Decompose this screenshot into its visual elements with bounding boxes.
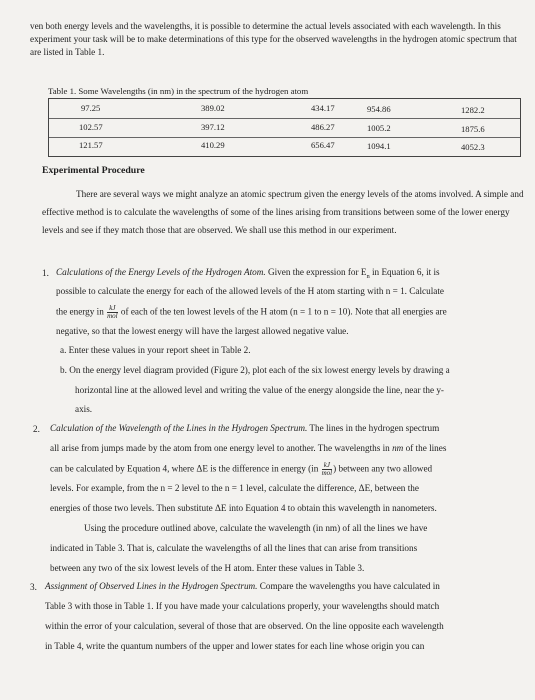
text: can be calculated by Equation 4, where ΔE is the difference in energy (in (50, 463, 321, 474)
unit: nm (392, 443, 404, 453)
item-1-line-1 (56, 266, 440, 283)
subscript: n (366, 272, 370, 280)
table-cell: 4052.3 (461, 142, 485, 152)
fraction-numerator: kJ (322, 462, 333, 470)
item-1a: a. Enter these values in your report sheet in Table 2. (60, 345, 251, 355)
item-2-line-5: energies of those two levels. Then substitute ΔE into Equation 4 to obtain this wavelength in nanometers. (50, 503, 437, 513)
table-cell: 97.25 (81, 103, 101, 113)
text: Compare the wavelengths you have calculated in (257, 581, 440, 591)
text: the energy in (56, 306, 107, 317)
table-cell: 410.29 (201, 140, 225, 150)
fraction (322, 462, 333, 477)
item-1b-line-2: horizontal line at the allowed level and writing the value of the energy alongside the line, near the y- (75, 385, 444, 395)
table-cell: 1875.6 (461, 124, 485, 134)
item-1b-line-3: axis. (75, 404, 93, 414)
item-2-line-4: levels. For example, from the n = 2 level to the n = 1 level, calculate the difference, ΔE, between the (50, 483, 419, 493)
item-3-line-1 (45, 580, 440, 592)
table-caption: Table 1. Some Wavelengths (in nm) in the spectrum of the hydrogen atom (48, 86, 309, 96)
table-cell: 656.47 (311, 140, 335, 150)
table-cell: 954.86 (367, 104, 391, 114)
item-title: Calculation of the Wavelength of the Lines in the Hydrogen Spectrum. (50, 423, 308, 433)
item-2-line-6: Using the procedure outlined above, calculate the wavelength (in nm) of all the lines we have (84, 523, 428, 533)
item-3-line-4: in Table 4, write the quantum numbers of the upper and lower states for each line whose origin you can (45, 641, 425, 651)
item-title: Calculations of the Energy Levels of the Hydrogen Atom. (56, 267, 266, 277)
item-3-line-3: within the error of your calculation, several of those that are observed. On the line opposite each wavelength (45, 621, 444, 631)
text: all arise from jumps made by the atom from one energy level to another. The wavelengths in (50, 443, 393, 453)
item-1-line-4: negative, so that the lowest energy will have the largest allowed negative value. (56, 326, 349, 336)
item-number: 3. (30, 582, 37, 592)
table-cell: 397.12 (201, 122, 225, 132)
item-3-line-2: Table 3 with those in Table 1. If you have made your calculations properly, your wavelengths should match (45, 601, 440, 611)
table-row-divider (49, 137, 520, 138)
text: of the lines (403, 443, 447, 453)
item-2-line-1 (50, 422, 439, 434)
table-cell: 102.57 (79, 122, 103, 132)
table-cell: 389.02 (201, 103, 225, 113)
item-1-line-2: possible to calculate the energy for each of the allowed levels of the H atom starting with n = 1. Calculate (56, 286, 444, 296)
table-cell: 1005.2 (367, 123, 391, 133)
fraction (107, 305, 118, 320)
fraction-denominator: mol (321, 469, 333, 477)
table-cell: 1094.1 (367, 141, 391, 151)
item-2-line-2 (50, 442, 446, 454)
fraction-denominator: mol (107, 312, 118, 320)
text: of each of the ten lowest levels of the H atom (n = 1 to n = 10). Note that all energies are (118, 306, 447, 317)
text: Given the expression for E (265, 267, 367, 277)
table-cell: 121.57 (79, 140, 103, 150)
item-2-line-8: between any two of the six lowest levels of the H atom. Enter these values in Table 3. (50, 563, 365, 573)
procedure-paragraph: There are several ways we might analyze an atomic spectrum given the energy levels of the atoms involved. A simple and effective method is to calculate the wavelengths of some of the lines arising from transitions between some of the lower energy levels and see if they match those that are observed. We shall use this method in our experiment. (42, 189, 524, 235)
table-row-divider (49, 118, 520, 119)
item-number: 1. (42, 268, 49, 278)
table-cell: 434.17 (311, 103, 335, 113)
item-1-line-3 (56, 305, 447, 320)
intro-paragraph: ven both energy levels and the wavelengths, it is possible to determine the actual levels associated with each wavelength. In this experiment your task will be to make determinations of this type for the observed wavelengths in the hydrogen atomic spectrum that are listed in Table 1. (30, 21, 517, 57)
wavelength-table (48, 98, 521, 157)
item-2-line-3 (50, 462, 432, 477)
table-cell: 1282.2 (461, 105, 485, 115)
section-heading: Experimental Procedure (42, 165, 145, 176)
item-2-line-7: indicated in Table 3. That is, calculate the wavelengths of all the lines that can arise from transitions (50, 543, 418, 553)
text: ) between any two allowed (333, 463, 433, 474)
text: The lines in the hydrogen spectrum (307, 423, 440, 433)
table-cell: 486.27 (311, 122, 335, 132)
item-1b-line-1: b. On the energy level diagram provided (Figure 2), plot each of the six lowest energy levels by drawing a (60, 365, 450, 375)
fraction-numerator: kJ (107, 305, 118, 313)
text: in Equation 6, it is (369, 267, 440, 277)
item-number: 2. (33, 424, 40, 434)
item-title: Assignment of Observed Lines in the Hydrogen Spectrum. (45, 581, 258, 591)
